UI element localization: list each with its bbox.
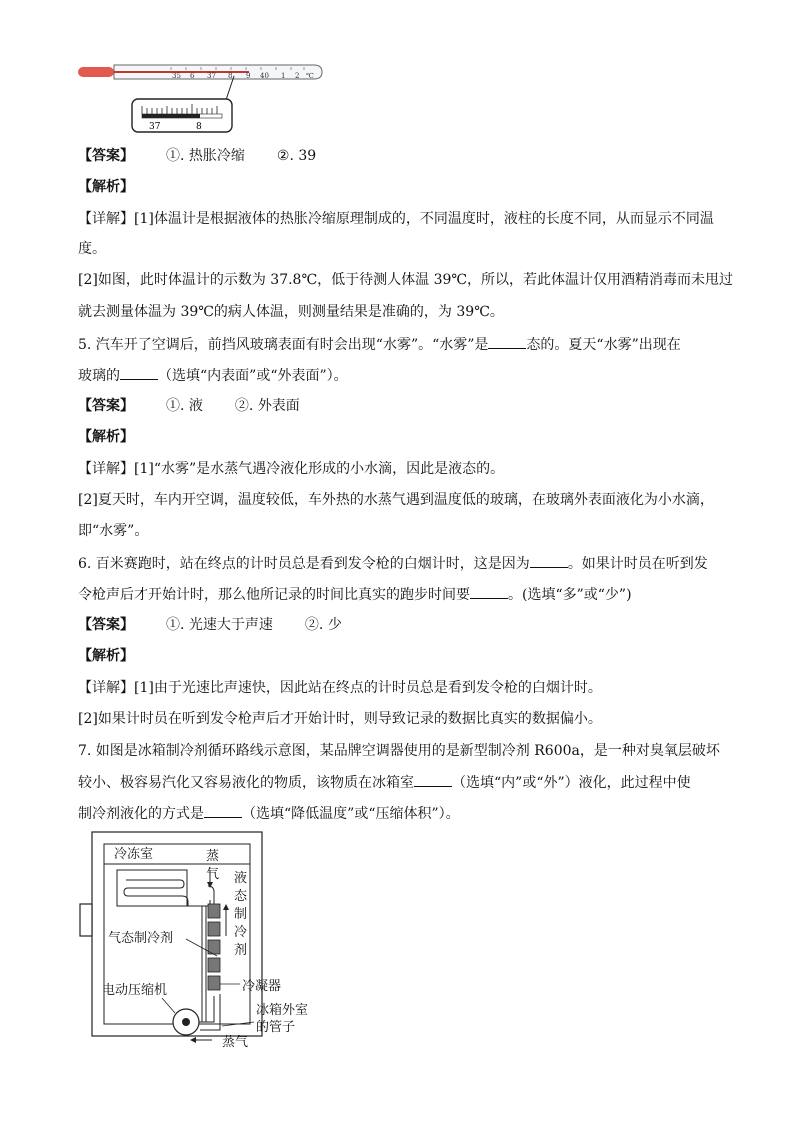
q5-detail-2: [2]夏天时，车内开空调，温度较低，车外热的水蒸气遇到温度低的玻璃，在玻璃外表面液化为小水滴， xyxy=(78,492,714,508)
answer-text: 光速大于声速 xyxy=(188,617,273,633)
marker-two: ② xyxy=(304,617,319,633)
answer-text: 39 xyxy=(298,148,317,164)
q5-stem-2 xyxy=(78,365,718,386)
q6-answer-2 xyxy=(305,615,342,635)
condenser-coils xyxy=(208,904,220,990)
label-compressor: 电动压缩机 xyxy=(102,983,168,998)
stem-text: 。如果计时员在听到发 xyxy=(567,556,708,572)
thermometer-bulb xyxy=(78,67,114,77)
q5-detail-3: 即“水雾”。 xyxy=(78,523,149,539)
q6-detail-1: 【详解】[1]由于光速比声速快，因此站在终点的计时员总是看到发令枪的白烟计时。 xyxy=(78,680,602,696)
answer-blank xyxy=(470,584,508,599)
q6-answer-line xyxy=(78,615,718,635)
stem-text: 玻璃的 xyxy=(78,368,120,384)
q4-answer-line xyxy=(78,146,718,166)
q7-stem-1: 7. 如图是冰箱制冷剂循环路线示意图，某品牌空调器使用的是新型制冷剂 R600a，是一种对臭氧层破坏 xyxy=(78,743,720,759)
q4-detail-3: [2]如图，此时体温计的示数为 37.8℃，低于待测人体温 39℃，所以，若此体温计仅用酒精消毒而未甩过 xyxy=(78,272,734,288)
label-liquid-4: 冷 xyxy=(234,925,248,940)
q4-answer-2 xyxy=(277,146,316,166)
scale-label: 6 xyxy=(190,72,195,80)
q4-analysis-tag: 【解析】 xyxy=(78,179,134,195)
label-condenser: 冷凝器 xyxy=(242,979,282,994)
answer-text: 液 xyxy=(188,398,203,414)
refrigerator-diagram xyxy=(72,826,352,1056)
q5-answer-line xyxy=(78,396,718,416)
q5-analysis-tag: 【解析】 xyxy=(78,429,134,445)
answer-blank xyxy=(120,365,158,380)
marker-sep: . xyxy=(289,148,294,164)
label-liquid-3: 制 xyxy=(234,907,248,922)
label-gas-refrigerant: 气态制冷剂 xyxy=(108,931,174,946)
scale-label: 2 xyxy=(295,72,300,80)
stem-text: 制冷剂液化的方式是 xyxy=(78,806,204,822)
refrigerator-svg xyxy=(72,826,352,1056)
stem-text: （选填“内”或“外”）液化，此过程中使 xyxy=(452,775,691,791)
q4-detail-1: 【详解】[1]体温计是根据液体的热胀冷缩原理制成的，不同温度时，液柱的长度不同，从而显示不同温 xyxy=(78,211,714,227)
label-liquid-2: 态 xyxy=(234,889,248,904)
marker-one: ① xyxy=(166,148,180,164)
answer-blank xyxy=(488,334,526,349)
stem-text: 6. 百米赛跑时，站在终点的计时员总是看到发令枪的白烟计时，这是因为 xyxy=(78,556,530,572)
scale-label: 35 xyxy=(172,72,181,80)
fridge-handle xyxy=(80,904,92,936)
thermometer-figure xyxy=(76,58,326,138)
q6-analysis-tag: 【解析】 xyxy=(78,648,134,664)
label-liquid-5: 剂 xyxy=(234,943,248,958)
zoom-label: 37 xyxy=(149,122,161,132)
zoom-mercury xyxy=(142,114,200,118)
q6-stem-1 xyxy=(78,553,718,574)
marker-sep: . xyxy=(180,148,185,164)
label-freezer: 冷冻室 xyxy=(114,847,154,862)
marker-sep: . xyxy=(248,398,254,414)
thermometer-svg xyxy=(76,58,326,138)
label-vapor-bottom: 蒸气 xyxy=(222,1035,249,1050)
q6-stem-2 xyxy=(78,584,718,605)
q5-answer-1 xyxy=(166,396,203,416)
answer-blank xyxy=(204,803,242,818)
q7-stem-3 xyxy=(78,803,718,824)
marker-sep: . xyxy=(318,617,324,633)
scale-label: 37 xyxy=(207,72,216,80)
stem-text: （选填“内表面”或“外表面”）。 xyxy=(158,368,348,384)
answer-text: 少 xyxy=(327,617,342,633)
answer-text: 热胀冷缩 xyxy=(188,148,245,164)
stem-text: 令枪声后才开始计时，那么他所记录的时间比真实的跑步时间要 xyxy=(78,587,470,603)
scale-label: 1 xyxy=(281,72,286,80)
marker-two: ② xyxy=(276,148,290,164)
q7-stem-2 xyxy=(78,772,718,793)
answer-tag: 【答案】 xyxy=(78,398,134,414)
zoom-label: 8 xyxy=(196,122,202,132)
answer-text: 外表面 xyxy=(257,398,300,414)
marker-one: ① xyxy=(166,617,180,633)
q4-answer-1 xyxy=(166,146,245,166)
stem-text: 较小、极容易汽化又容易液化的物质，该物质在冰箱室 xyxy=(78,775,414,791)
answer-tag: 【答案】 xyxy=(78,148,134,164)
answer-blank xyxy=(414,772,452,787)
q5-detail-1: 【详解】[1]“水雾”是水蒸气遇冷液化形成的小水滴，因此是液态的。 xyxy=(78,461,505,477)
marker-two: ② xyxy=(234,398,249,414)
label-outer-pipe-1: 冰箱外室 xyxy=(256,1003,309,1018)
q6-answer-1 xyxy=(166,615,273,635)
q6-detail-2: [2]如果计时员在听到发令枪声后才开始计时，则导致记录的数据比真实的数据偏小。 xyxy=(78,711,602,727)
q4-detail-4: 就去测量体温为 39℃的病人体温，则测量结果是准确的，为 39℃。 xyxy=(78,304,504,320)
stem-text: 。(选填“多”或“少”) xyxy=(508,587,632,603)
stem-text: 态的。夏天“水雾”出现在 xyxy=(526,337,681,353)
scale-label: 40 xyxy=(260,72,269,80)
vapor-bottom-arrow-head xyxy=(190,1037,196,1043)
marker-sep: . xyxy=(180,617,185,633)
scale-label: ℃ xyxy=(306,72,314,80)
stem-text: （选填“降低温度”或“压缩体积”）。 xyxy=(242,806,460,822)
label-vapor-top-1: 蒸 xyxy=(206,849,220,864)
q5-answer-2 xyxy=(235,396,300,416)
answer-blank xyxy=(530,553,568,568)
label-vapor-top-2: 气 xyxy=(206,867,220,882)
marker-one: ① xyxy=(166,398,180,414)
q5-stem-1 xyxy=(78,334,718,355)
marker-sep: . xyxy=(180,398,185,414)
scale-label: 8 xyxy=(228,72,233,80)
label-liquid-1: 液 xyxy=(234,871,248,886)
scale-label: 9 xyxy=(246,72,251,80)
stem-text: 5. 汽车开了空调后，前挡风玻璃表面有时会出现“水雾”。“水雾”是 xyxy=(78,337,489,353)
answer-tag: 【答案】 xyxy=(78,617,134,633)
q4-detail-2: 度。 xyxy=(78,241,106,257)
compressor-center xyxy=(182,1018,190,1026)
label-outer-pipe-2: 的管子 xyxy=(256,1020,296,1035)
